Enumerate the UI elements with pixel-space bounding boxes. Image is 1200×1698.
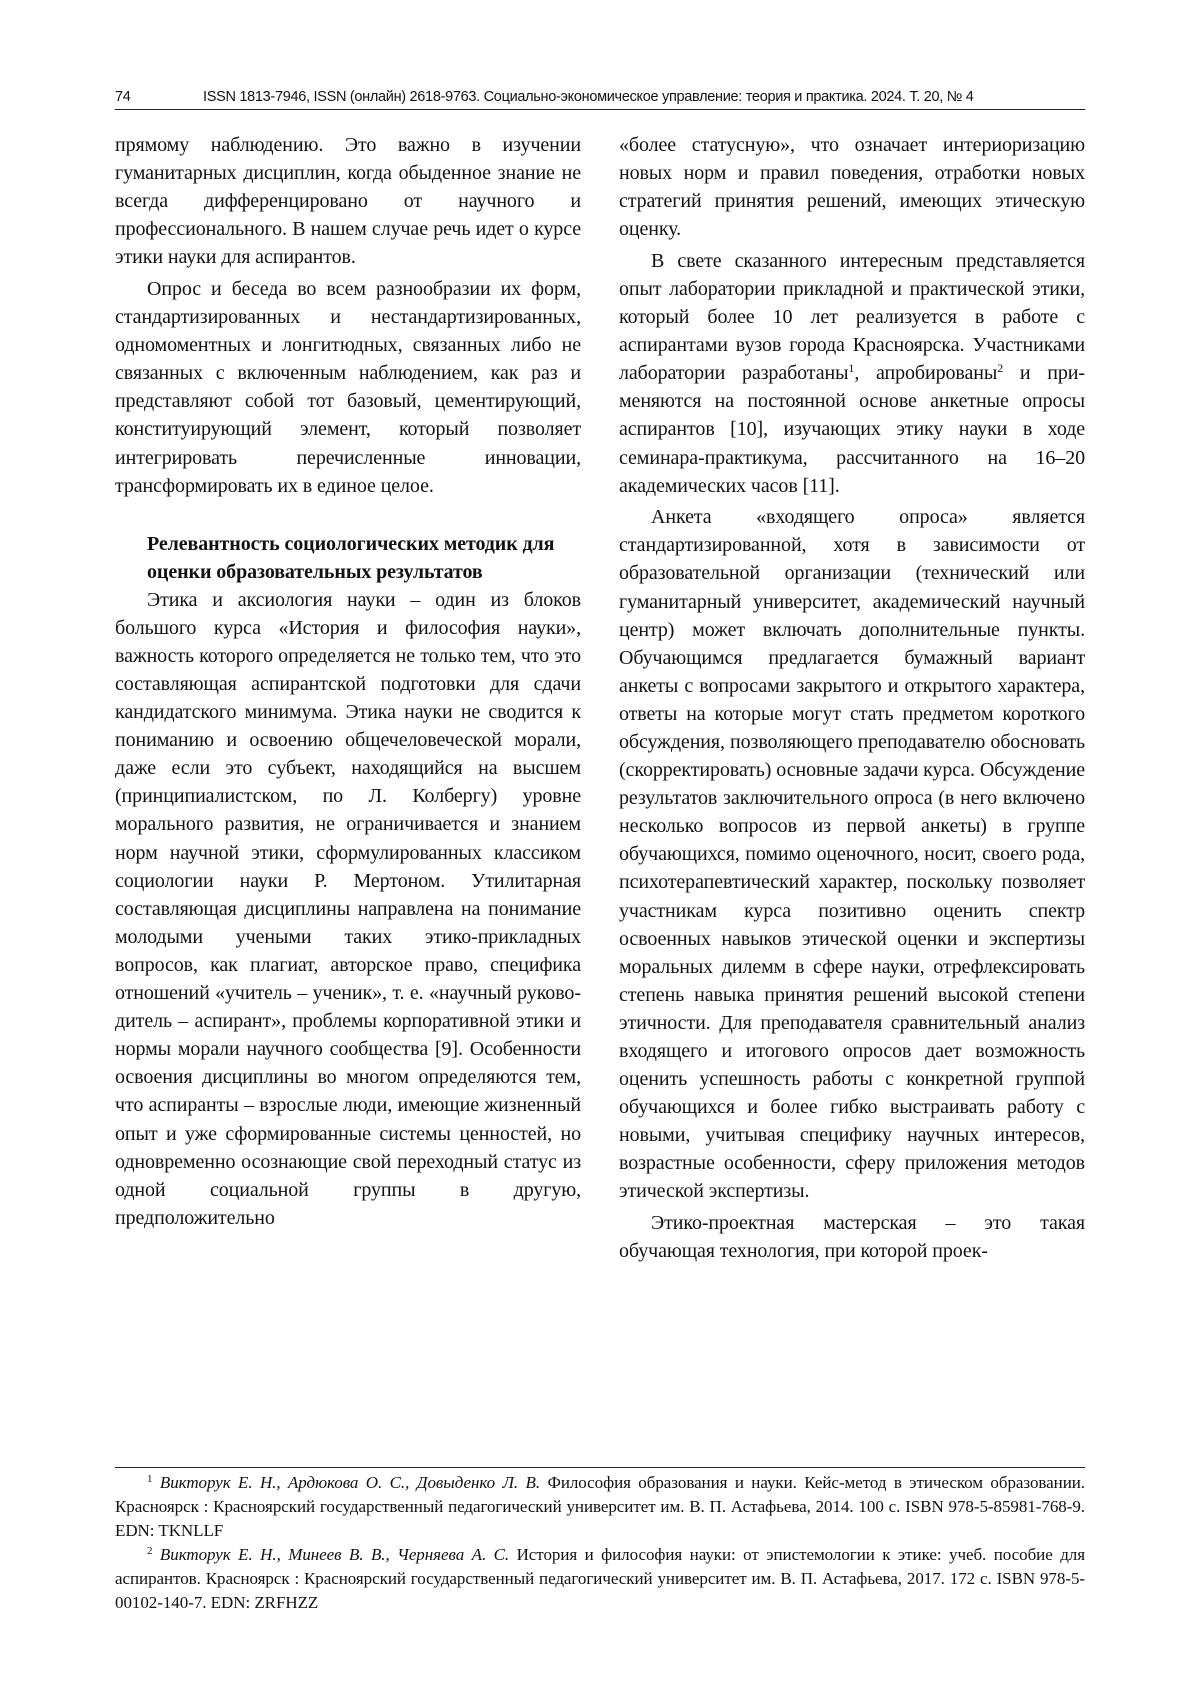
journal-info: ISSN 1813-7946, ISSN (онлайн) 2618-9763. Социально-экономическое управление: теория и практика. 2024. Т. 20, № 4: [203, 89, 974, 105]
footnote-ref-2[interactable]: 2: [997, 361, 1004, 376]
footnote-1: [115, 1471, 1085, 1543]
left-column: [115, 131, 581, 1232]
header-rule: [115, 109, 1085, 110]
footnote-rule: [115, 1467, 1085, 1468]
footnote-authors: Викторук Е. Н., Минеев В. В., Черняева А. С.: [159, 1545, 510, 1564]
footnote-mark: 2: [147, 1545, 153, 1557]
paragraph: Опрос и беседа во всем разнообразии их форм, стандартизированных и нестандартизированных, одномоментных и лонгитюдных, связанных либо не связанных с включенным наблюдением, как раз и представляют собой тот базовый, цементирующий, конституирующий элемент, который позволяет интегрировать перечисленные инновации, трансформировать их в единое целое.: [115, 277, 581, 497]
footnotes: [115, 1471, 1085, 1615]
footnote-text: История и философия науки: от эпистемологии к этике: учеб. пособие для аспирантов. Красноярск : Красноярский государственный педагогический университет им. В. П. Астафьева, 2017. 172 с. ISBN 978-5-00102-140-7. EDN: ZRFHZZ: [115, 1545, 1085, 1612]
page-number: 74: [115, 89, 131, 105]
footnote-2: [115, 1543, 1085, 1615]
paragraph: Этика и аксиология науки – один из блоков большого курса «История и философия науки», важность которого определяется не только тем, что это составляющая аспирантской подготовки для сдачи кандидатского минимума. Этика науки не сводится к пониманию и освоению общечеловеческой морали, даже если это субъект, находящийся на высшем (принципиалистском, по Л. Колбергу) уровне морального развития, не ограничивается и знанием норм научной этики, сформулированных классиком социологии науки Р. Мертоном. Утилитарная составляющая дисциплины направлена на понимание молодыми учеными таких этико-прикладных вопросов, как плагиат, авторское право, специфика отношений «учитель – ученик», т. е. «научный руководитель – аспирант», проблемы корпоративной этики и нормы морали научного сообщества [9]. Особенности освоения дисциплины во многом определяются тем, что аспиранты – взрослые люди, имеющие жизненный опыт и уже сформированные системы ценностей, но одновременно осознающие свой переходный статус из одной социальной группы в другую, предположительно: [115, 588, 581, 1229]
section-heading: Релевантность социологических методик для оценки образовательных результатов: [147, 532, 555, 583]
paragraph: Анкета «входящего опроса» является стандартизированной, хотя в зависимости от образовательной организации (технический или гуманитарный университет, академический научный центр) может включать дополнительные пункты. Обучающимся предлагается бумажный вариант анкеты с вопросами закрытого и открытого характера, ответы на которые могут стать предметом короткого обсуждения, позволяющего преподавателю обосновать (скорректировать) основные задачи курса. Обсуждение результатов заключительного опроса (в него включено несколько вопросов из первой анкеты) в группе обучающихся, помимо оценочного, носит, своего рода, психотерапевтический характер, поскольку позволяет участникам курса позитивно оценить спектр освоенных навыков этической оценки и экспертизы моральных дилемм в сфере науки, отрефлексировать степень навыка принятия решений высокой степени этичности. Для преподавателя сравнительный анализ входящего и итогового опросов дает возможность оценить успешность работы с конкретной группой обучающихся и более гибко выстраивать работу с новыми, учитывая специфику научных интересов, возрастные особенности, сферу приложения методов этической экспертизы.: [619, 506, 1085, 1203]
paragraph: [619, 247, 1085, 500]
footnote-mark: 1: [147, 1473, 153, 1485]
footnote-ref-1[interactable]: 1: [848, 361, 855, 376]
footnote-text: Философия образования и науки. Кейс-метод в этическом образовании. Красноярск : Красноярский государственный педагогический университет им. В. П. Астафьева, 2014. 100 с. ISBN 978-5-85981-768-9. EDN: TKNLLF: [115, 1473, 1085, 1540]
paragraph-text: и применяются на постоянной основе анкетные опросы аспирантов [10], изучающих этику науки в ходе семинара-практикума, рассчитанного на 16–20 академических часов [11].: [619, 362, 1086, 497]
paragraph-text: , апробированы: [854, 362, 998, 385]
paragraph-text: В свете сказанного интересным представляется опыт лаборатории прикладной и практической этики, который более 10 лет реализуется в работе с аспирантами вузов города Красноярска. Участниками лаборатории разработаны: [619, 249, 1085, 385]
footnote-authors: Викторук Е. Н., Ардюкова О. С., Довыденко Л. В.: [159, 1473, 541, 1492]
paragraph: «более статусную», что означает интериоризацию новых норм и правил поведения, отработки новых стратегий принятия решений, имеющих этическую оценку.: [619, 134, 1085, 241]
paragraph: прямому наблюдению. Это важно в изучении гуманитарных дисциплин, когда обыденное знание не всегда дифференцировано от научного и профессионального. В нашем случае речь идет о курсе этики науки для аспирантов.: [115, 134, 581, 269]
right-column: [619, 131, 1085, 1265]
paragraph: Этико-проектная мастерская – это такая обучающая технология, при которой проек-: [619, 1212, 1085, 1263]
